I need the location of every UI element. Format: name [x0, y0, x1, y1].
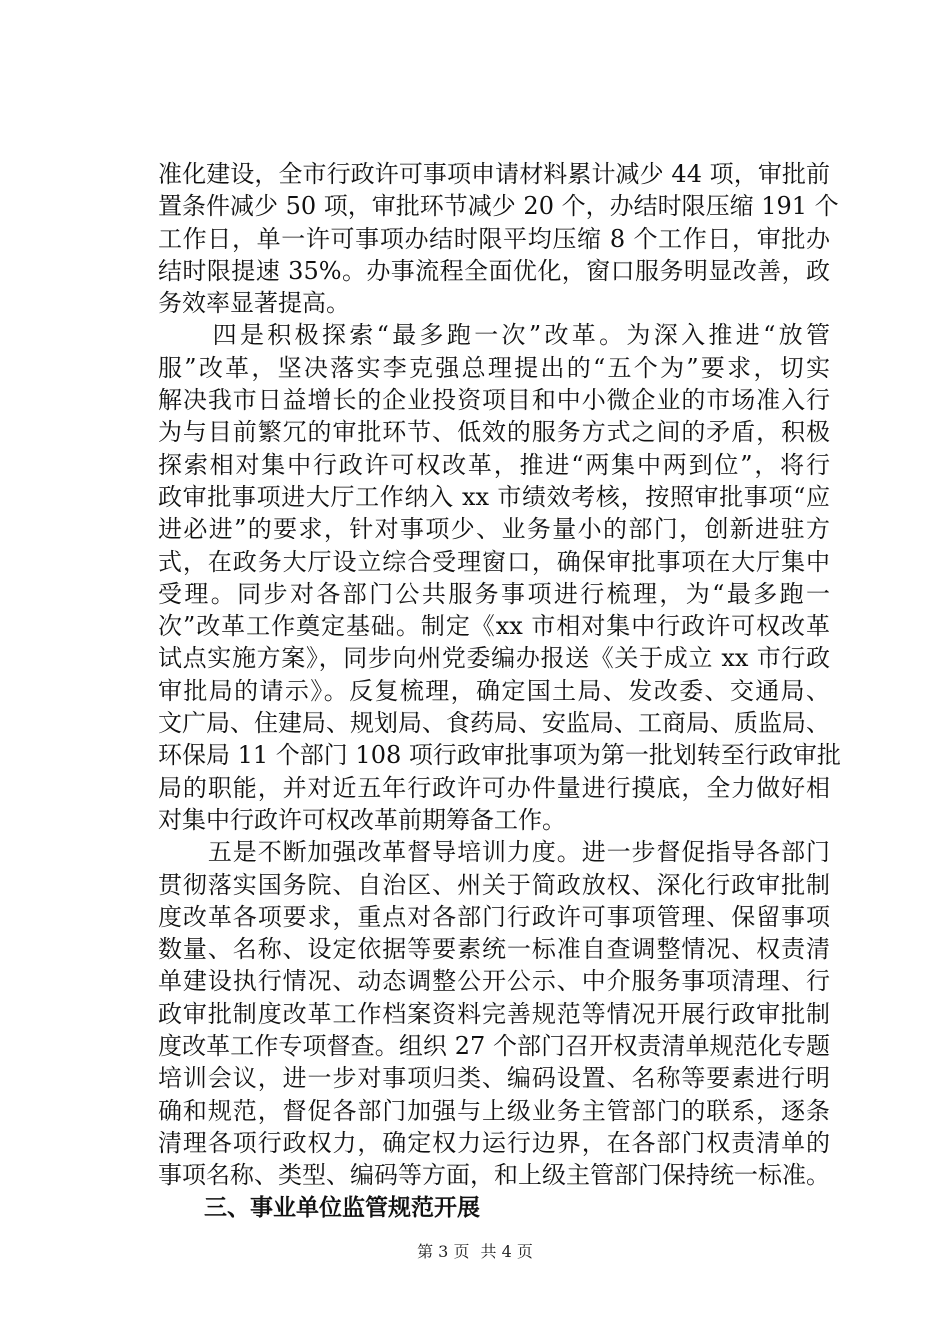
text-line: 五是不断加强改革督导培训力度。进一步督促指导各部门 — [158, 838, 830, 867]
section-heading: 三、事业单位监管规范开展 — [158, 1194, 480, 1221]
text-line: 结时限提速 35%。办事流程全面优化，窗口服务明显改善，政 — [158, 256, 830, 285]
text-line: 探索相对集中行政许可权改革，推进“两集中两到位”，将行 — [158, 450, 830, 479]
page-footer — [0, 1242, 950, 1262]
text-line: 次”改革工作奠定基础。制定《xx 市相对集中行政许可权改革 — [158, 612, 830, 641]
text-line: 审批局的请示》。反复梳理，确定国土局、发改委、交通局、 — [158, 676, 830, 705]
text-line: 解决我市日益增长的企业投资项目和中小微企业的市场准入行 — [158, 386, 830, 415]
text-line: 受理。同步对各部门公共服务事项进行梳理，为“最多跑一 — [158, 579, 830, 608]
text-line: 培训会议，进一步对事项归类、编码设置、名称等要素进行明 — [158, 1064, 830, 1093]
text-line: 贯彻落实国务院、自治区、州关于简政放权、深化行政审批制 — [158, 870, 830, 899]
text-line: 文广局、住建局、规划局、食药局、安监局、工商局、质监局、 — [158, 709, 830, 738]
text-line: 清理各项行政权力，确定权力运行边界，在各部门权责清单的 — [158, 1128, 830, 1157]
text-line: 事项名称、类型、编码等方面，和上级主管部门保持统一标准。 — [158, 1161, 830, 1190]
text-line: 服”改革，坚决落实李克强总理提出的“五个为”要求，切实 — [158, 353, 830, 382]
text-line: 为与目前繁冗的审批环节、低效的服务方式之间的矛盾，积极 — [158, 418, 830, 447]
text-line: 式，在政务大厅设立综合受理窗口，确保审批事项在大厅集中 — [158, 547, 830, 576]
text-line: 进必进”的要求，针对事项少、业务量小的部门，创新进驻方 — [158, 515, 830, 544]
text-line: 对集中行政许可权改革前期筹备工作。 — [158, 805, 566, 834]
text-line: 度改革工作专项督查。组织 27 个部门召开权责清单规范化专题 — [158, 1032, 830, 1061]
text-line: 工作日，单一许可事项办结时限平均压缩 8 个工作日，审批办 — [158, 224, 830, 253]
text-line: 政审批事项进大厅工作纳入 xx 市绩效考核，按照审批事项“应 — [158, 482, 830, 511]
text-line: 度改革各项要求，重点对各部门行政许可事项管理、保留事项 — [158, 902, 830, 931]
text-line: 置条件减少 50 项，审批环节减少 20 个，办结时限压缩 191 个 — [158, 192, 839, 221]
text-line: 四是积极探索“最多跑一次”改革。为深入推进“放管 — [158, 321, 830, 350]
text-line: 试点实施方案》，同步向州党委编办报送《关于成立 xx 市行政 — [158, 644, 830, 673]
text-line: 单建设执行情况、动态调整公开公示、中介服务事项清理、行 — [158, 967, 830, 996]
text-line: 局的职能，并对近五年行政许可办件量进行摸底，全力做好相 — [158, 773, 830, 802]
page-number: 第 3 页 — [417, 1242, 470, 1261]
page-total: 共 4 页 — [480, 1242, 533, 1261]
text-line: 数量、名称、设定依据等要素统一标准自查调整情况、权责清 — [158, 935, 830, 964]
text-line: 确和规范，督促各部门加强与上级业务主管部门的联系，逐条 — [158, 1096, 830, 1125]
text-line: 准化建设，全市行政许可事项申请材料累计减少 44 项，审批前 — [158, 160, 830, 188]
text-line: 政审批制度改革工作档案资料完善规范等情况开展行政审批制 — [158, 999, 830, 1028]
document-body — [158, 158, 841, 1224]
text-line: 环保局 11 个部门 108 项行政审批事项为第一批划转至行政审批 — [158, 741, 841, 770]
text-line: 务效率显著提高。 — [158, 289, 350, 318]
